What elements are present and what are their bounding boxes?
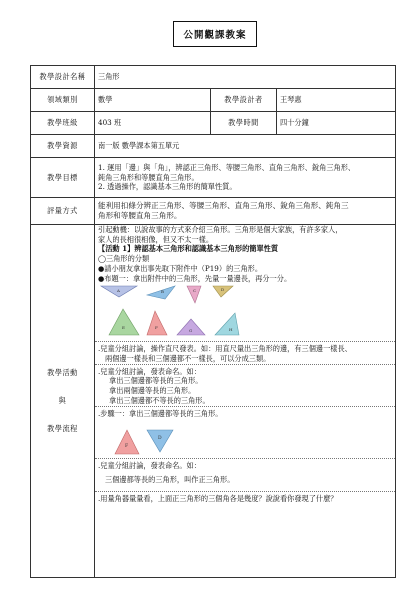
step-4-discussion: .兒童分組討論，發表命名。如： [95, 458, 395, 471]
assessment-value [95, 198, 396, 225]
step-2-item-a: 拿出三個邊都等長的三角形。 [109, 376, 203, 386]
resources-value: 南一版 數學課本第五單元 [95, 135, 396, 158]
goals-line-2: 鈍角三角形和等腰直角三角形。 [98, 172, 199, 182]
design-name-label: 教學設計名稱 [31, 66, 95, 89]
intro-line-1: 引起動機：以說故事的方式來介紹三角形。三角形是個大家族，有許多家人， [98, 225, 343, 234]
goals-line-1: 1. 運用「邊」與「角」，辨認正三角形、等腰三角形、直角三角形、銳角三角形、 [98, 162, 356, 172]
classify-heading: ◯三角形的分類 [98, 254, 150, 264]
lesson-plan-table [30, 65, 396, 578]
step-2: ●布題一：拿出附件中的三角形，先量一量邊長，再分一分。 [98, 273, 292, 283]
designer-label: 教學設計者 [211, 89, 277, 112]
triangle-e [109, 309, 139, 335]
activity-1-title: 【活動 1】辨認基本三角形和認識基本三角形的簡單性質 [98, 244, 279, 254]
assessment-label: 評量方式 [31, 198, 95, 225]
step-5: .用量角器量量看，上面正三角形的三個角各是幾度？說說看你發現了什麼？ [95, 491, 395, 504]
triangle-set-1 [95, 283, 395, 341]
label-e: E [122, 325, 125, 331]
step-1: ●請小朋友拿出事先取下附件中（P19）的三角形。 [98, 263, 263, 273]
step-1-discussion-a: .兒童分組討論，操作直尺發表。如：用直尺量出三角形的邊，有三個邊一樣長、 [95, 341, 395, 354]
class-value: 403 班 [95, 112, 211, 135]
step-2-discussion: .兒童分組討論，發表命名。如： [95, 364, 395, 377]
activities-label [31, 225, 95, 578]
label-b: B [161, 289, 164, 295]
activities-label-bottom: 教學流程 [47, 423, 78, 433]
step-3: .步驟一：拿出三個邊都等長的三角形。 [95, 406, 395, 419]
time-value: 四十分鐘 [277, 112, 396, 135]
assessment-line-1: 能利用扣條分辨正三角形、等腰三角形、直角三角形、銳角三角形、鈍角三 [98, 200, 349, 210]
activities-content [95, 225, 396, 578]
label-d2: D [158, 436, 162, 442]
label-a: A [117, 288, 120, 294]
equilateral-triangle-f [115, 430, 139, 454]
triangle-f [147, 311, 167, 335]
step-2-item-b: 拿出兩個邊等長的三角形。 [109, 386, 196, 396]
label-f: F [155, 325, 158, 331]
label-h: H [229, 327, 233, 333]
intro-line-2: 家人的長相很相像，但又不太一樣。 [98, 234, 214, 244]
triangle-h [215, 313, 239, 335]
triangle-figures [95, 283, 355, 341]
step-4-item: 三個邊都等長的三角形，叫作正三角形。 [105, 475, 235, 485]
class-label: 教學班級 [31, 112, 95, 135]
triangle-set-2 [95, 418, 395, 458]
designer-value: 王琴惠 [277, 89, 396, 112]
page-title: 公開觀課教案 [173, 21, 257, 47]
activities-label-top: 教學活動 [47, 368, 78, 378]
time-label: 教學時間 [211, 112, 277, 135]
step-1-discussion-b: 兩個邊一樣長和三個邊都不一樣長，可以分成三類。 [105, 354, 271, 364]
goals-value [95, 158, 396, 198]
label-c: C [193, 288, 197, 294]
goals-label: 教學目標 [31, 158, 95, 198]
label-f2: F [125, 444, 129, 450]
equilateral-figures [95, 418, 255, 458]
domain-value: 數學 [95, 89, 211, 112]
activities-label-mid: 與 [58, 396, 67, 406]
label-g: G [189, 328, 193, 334]
label-d: D [221, 287, 225, 293]
step-2-item-c: 拿出三個邊都不等長的三角形。 [109, 395, 210, 405]
equilateral-triangle-d [147, 430, 173, 452]
design-name-value: 三角形 [95, 66, 396, 89]
domain-label: 領域類別 [31, 89, 95, 112]
assessment-line-2: 角形和等腰直角三角形。 [98, 211, 182, 220]
resources-label: 教學資源 [31, 135, 95, 158]
goals-line-3: 2. 透過操作，認識基本三角形的簡單性質。 [98, 182, 237, 192]
